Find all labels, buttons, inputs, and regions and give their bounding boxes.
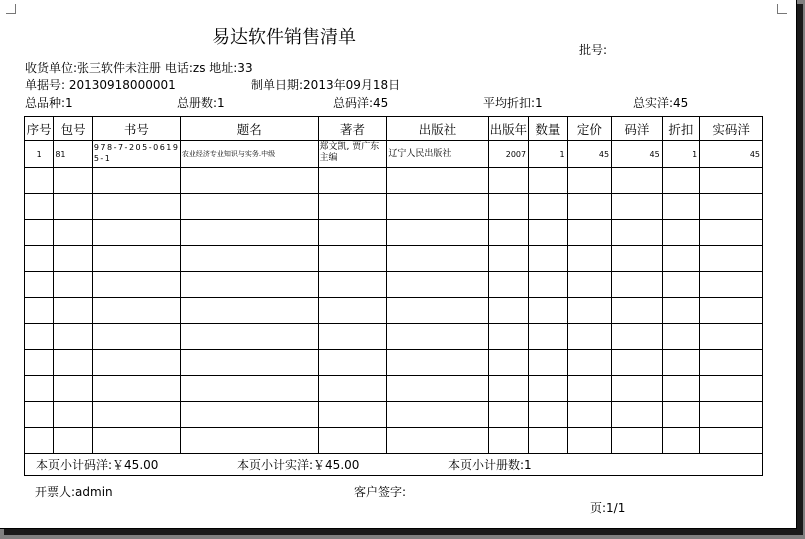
empty-cell — [612, 194, 663, 220]
empty-cell — [54, 324, 92, 350]
empty-cell — [612, 376, 663, 402]
empty-cell — [700, 272, 763, 298]
empty-cell — [54, 298, 92, 324]
empty-cell — [662, 298, 699, 324]
column-header: 实码洋 — [700, 117, 763, 141]
empty-table-row — [25, 402, 763, 428]
empty-cell — [25, 428, 54, 454]
page-summary — [24, 453, 763, 476]
empty-cell — [25, 246, 54, 272]
empty-cell — [529, 220, 567, 246]
empty-cell — [180, 402, 318, 428]
empty-cell — [662, 194, 699, 220]
document-title: 易达软件销售清单 — [212, 27, 356, 48]
cell-quantity: 1 — [529, 141, 567, 168]
empty-cell — [612, 220, 663, 246]
empty-cell — [700, 376, 763, 402]
empty-cell — [180, 246, 318, 272]
empty-cell — [318, 194, 387, 220]
empty-table-row — [25, 168, 763, 194]
empty-cell — [92, 350, 180, 376]
empty-cell — [387, 246, 488, 272]
empty-cell — [318, 376, 387, 402]
empty-table-row — [25, 220, 763, 246]
cell-actual-price: 45 — [700, 141, 763, 168]
column-header: 著者 — [318, 117, 387, 141]
empty-cell — [318, 220, 387, 246]
empty-cell — [387, 168, 488, 194]
page-list-total: 本页小计码洋:￥45.00 — [36, 458, 159, 472]
column-header: 题名 — [180, 117, 318, 141]
empty-cell — [387, 324, 488, 350]
empty-cell — [529, 298, 567, 324]
empty-cell — [529, 272, 567, 298]
empty-cell — [488, 298, 528, 324]
average-discount: 平均折扣:1 — [483, 96, 543, 110]
total-list-price: 总码洋:45 — [333, 96, 389, 110]
empty-cell — [387, 350, 488, 376]
empty-cell — [387, 272, 488, 298]
empty-cell — [92, 376, 180, 402]
empty-cell — [318, 324, 387, 350]
empty-cell — [387, 428, 488, 454]
empty-cell — [662, 246, 699, 272]
empty-cell — [529, 428, 567, 454]
empty-cell — [567, 376, 612, 402]
page-count-total: 本页小计册数:1 — [448, 458, 532, 472]
empty-cell — [54, 272, 92, 298]
empty-cell — [700, 194, 763, 220]
empty-cell — [662, 220, 699, 246]
cell-discount: 1 — [662, 141, 699, 168]
empty-cell — [318, 272, 387, 298]
empty-cell — [567, 220, 612, 246]
empty-cell — [180, 194, 318, 220]
empty-cell — [25, 168, 54, 194]
empty-cell — [529, 376, 567, 402]
empty-table-row — [25, 194, 763, 220]
batch-label: 批号: — [579, 43, 608, 57]
empty-cell — [567, 246, 612, 272]
empty-cell — [54, 350, 92, 376]
cell-list-price: 45 — [612, 141, 663, 168]
empty-cell — [567, 428, 612, 454]
empty-cell — [488, 272, 528, 298]
total-kinds: 总品种:1 — [25, 96, 73, 110]
empty-cell — [54, 246, 92, 272]
empty-cell — [488, 376, 528, 402]
empty-cell — [180, 324, 318, 350]
empty-cell — [25, 298, 54, 324]
creation-date: 制单日期:2013年09月18日 — [251, 78, 401, 92]
margin-corner-mark — [6, 4, 16, 14]
empty-cell — [612, 402, 663, 428]
customer-signature: 客户签字: — [354, 485, 407, 499]
cell-package: 81 — [54, 141, 92, 168]
empty-cell — [54, 168, 92, 194]
page-number: 页:1/1 — [590, 501, 626, 515]
empty-cell — [700, 168, 763, 194]
empty-cell — [612, 246, 663, 272]
empty-table-row — [25, 272, 763, 298]
empty-cell — [488, 246, 528, 272]
empty-cell — [700, 402, 763, 428]
empty-cell — [54, 220, 92, 246]
document-number: 单据号: 20130918000001 — [25, 78, 176, 92]
empty-cell — [662, 402, 699, 428]
empty-cell — [25, 220, 54, 246]
empty-cell — [92, 220, 180, 246]
empty-cell — [25, 376, 54, 402]
empty-cell — [387, 194, 488, 220]
empty-cell — [54, 402, 92, 428]
empty-cell — [612, 428, 663, 454]
total-actual-price: 总实洋:45 — [633, 96, 689, 110]
empty-cell — [25, 324, 54, 350]
empty-cell — [318, 246, 387, 272]
empty-cell — [92, 298, 180, 324]
cell-title: 农业经济专业知识与实务.中级 — [180, 141, 318, 168]
empty-cell — [529, 246, 567, 272]
empty-cell — [387, 402, 488, 428]
empty-cell — [488, 324, 528, 350]
empty-cell — [662, 350, 699, 376]
empty-cell — [25, 272, 54, 298]
cell-isbn: 978-7-205-06195-1 — [92, 141, 180, 168]
column-header: 书号 — [92, 117, 180, 141]
empty-cell — [662, 272, 699, 298]
table-row — [25, 141, 763, 168]
empty-cell — [662, 428, 699, 454]
empty-cell — [567, 168, 612, 194]
empty-cell — [92, 324, 180, 350]
empty-cell — [180, 376, 318, 402]
column-header: 定价 — [567, 117, 612, 141]
empty-cell — [92, 402, 180, 428]
empty-cell — [488, 428, 528, 454]
cell-author: 郑文凯, 贾广东主编 — [318, 141, 387, 168]
empty-cell — [318, 350, 387, 376]
cell-year: 2007 — [488, 141, 528, 168]
table-header-row — [25, 117, 763, 141]
empty-cell — [92, 272, 180, 298]
empty-cell — [700, 298, 763, 324]
empty-cell — [180, 350, 318, 376]
margin-corner-mark — [777, 4, 787, 14]
column-header: 折扣 — [662, 117, 699, 141]
empty-cell — [567, 324, 612, 350]
empty-cell — [529, 402, 567, 428]
empty-cell — [612, 168, 663, 194]
empty-cell — [92, 168, 180, 194]
cell-seq: 1 — [25, 141, 54, 168]
empty-cell — [180, 298, 318, 324]
empty-cell — [662, 168, 699, 194]
empty-cell — [54, 376, 92, 402]
empty-cell — [700, 246, 763, 272]
empty-cell — [567, 350, 612, 376]
column-header: 包号 — [54, 117, 92, 141]
empty-cell — [529, 350, 567, 376]
empty-cell — [700, 428, 763, 454]
page-actual-total: 本页小计实洋:￥45.00 — [237, 458, 360, 472]
empty-cell — [662, 324, 699, 350]
empty-cell — [180, 272, 318, 298]
empty-cell — [92, 428, 180, 454]
empty-table-row — [25, 298, 763, 324]
page-shadow — [797, 4, 803, 534]
empty-cell — [662, 376, 699, 402]
empty-cell — [488, 350, 528, 376]
empty-cell — [387, 298, 488, 324]
empty-table-row — [25, 246, 763, 272]
empty-table-row — [25, 428, 763, 454]
empty-cell — [529, 194, 567, 220]
cell-publisher: 辽宁人民出版社 — [387, 141, 488, 168]
empty-cell — [318, 168, 387, 194]
empty-cell — [25, 194, 54, 220]
empty-cell — [25, 402, 54, 428]
empty-cell — [700, 220, 763, 246]
empty-cell — [529, 324, 567, 350]
empty-cell — [700, 324, 763, 350]
empty-cell — [567, 272, 612, 298]
page-shadow — [4, 529, 803, 535]
empty-cell — [488, 168, 528, 194]
empty-cell — [488, 402, 528, 428]
empty-cell — [612, 324, 663, 350]
empty-cell — [612, 350, 663, 376]
column-header: 出版年 — [488, 117, 528, 141]
empty-cell — [318, 402, 387, 428]
empty-cell — [318, 298, 387, 324]
empty-cell — [92, 246, 180, 272]
empty-cell — [567, 402, 612, 428]
empty-cell — [54, 428, 92, 454]
empty-cell — [700, 350, 763, 376]
empty-cell — [25, 350, 54, 376]
column-header: 出版社 — [387, 117, 488, 141]
empty-table-row — [25, 350, 763, 376]
receiver-info: 收货单位:张三软件未注册 电话:zs 地址:33 — [25, 61, 253, 75]
empty-cell — [54, 194, 92, 220]
empty-cell — [180, 220, 318, 246]
empty-cell — [180, 168, 318, 194]
empty-table-row — [25, 376, 763, 402]
empty-cell — [612, 298, 663, 324]
empty-cell — [318, 428, 387, 454]
empty-cell — [387, 376, 488, 402]
total-volumes: 总册数:1 — [177, 96, 225, 110]
empty-cell — [612, 272, 663, 298]
empty-cell — [180, 428, 318, 454]
empty-cell — [488, 220, 528, 246]
column-header: 码洋 — [612, 117, 663, 141]
sales-table — [24, 116, 763, 454]
empty-cell — [567, 298, 612, 324]
empty-cell — [529, 168, 567, 194]
cell-price: 45 — [567, 141, 612, 168]
empty-cell — [567, 194, 612, 220]
empty-table-row — [25, 324, 763, 350]
column-header: 序号 — [25, 117, 54, 141]
empty-cell — [92, 194, 180, 220]
empty-cell — [387, 220, 488, 246]
empty-cell — [488, 194, 528, 220]
column-header: 数量 — [529, 117, 567, 141]
issuer: 开票人:admin — [35, 485, 113, 499]
